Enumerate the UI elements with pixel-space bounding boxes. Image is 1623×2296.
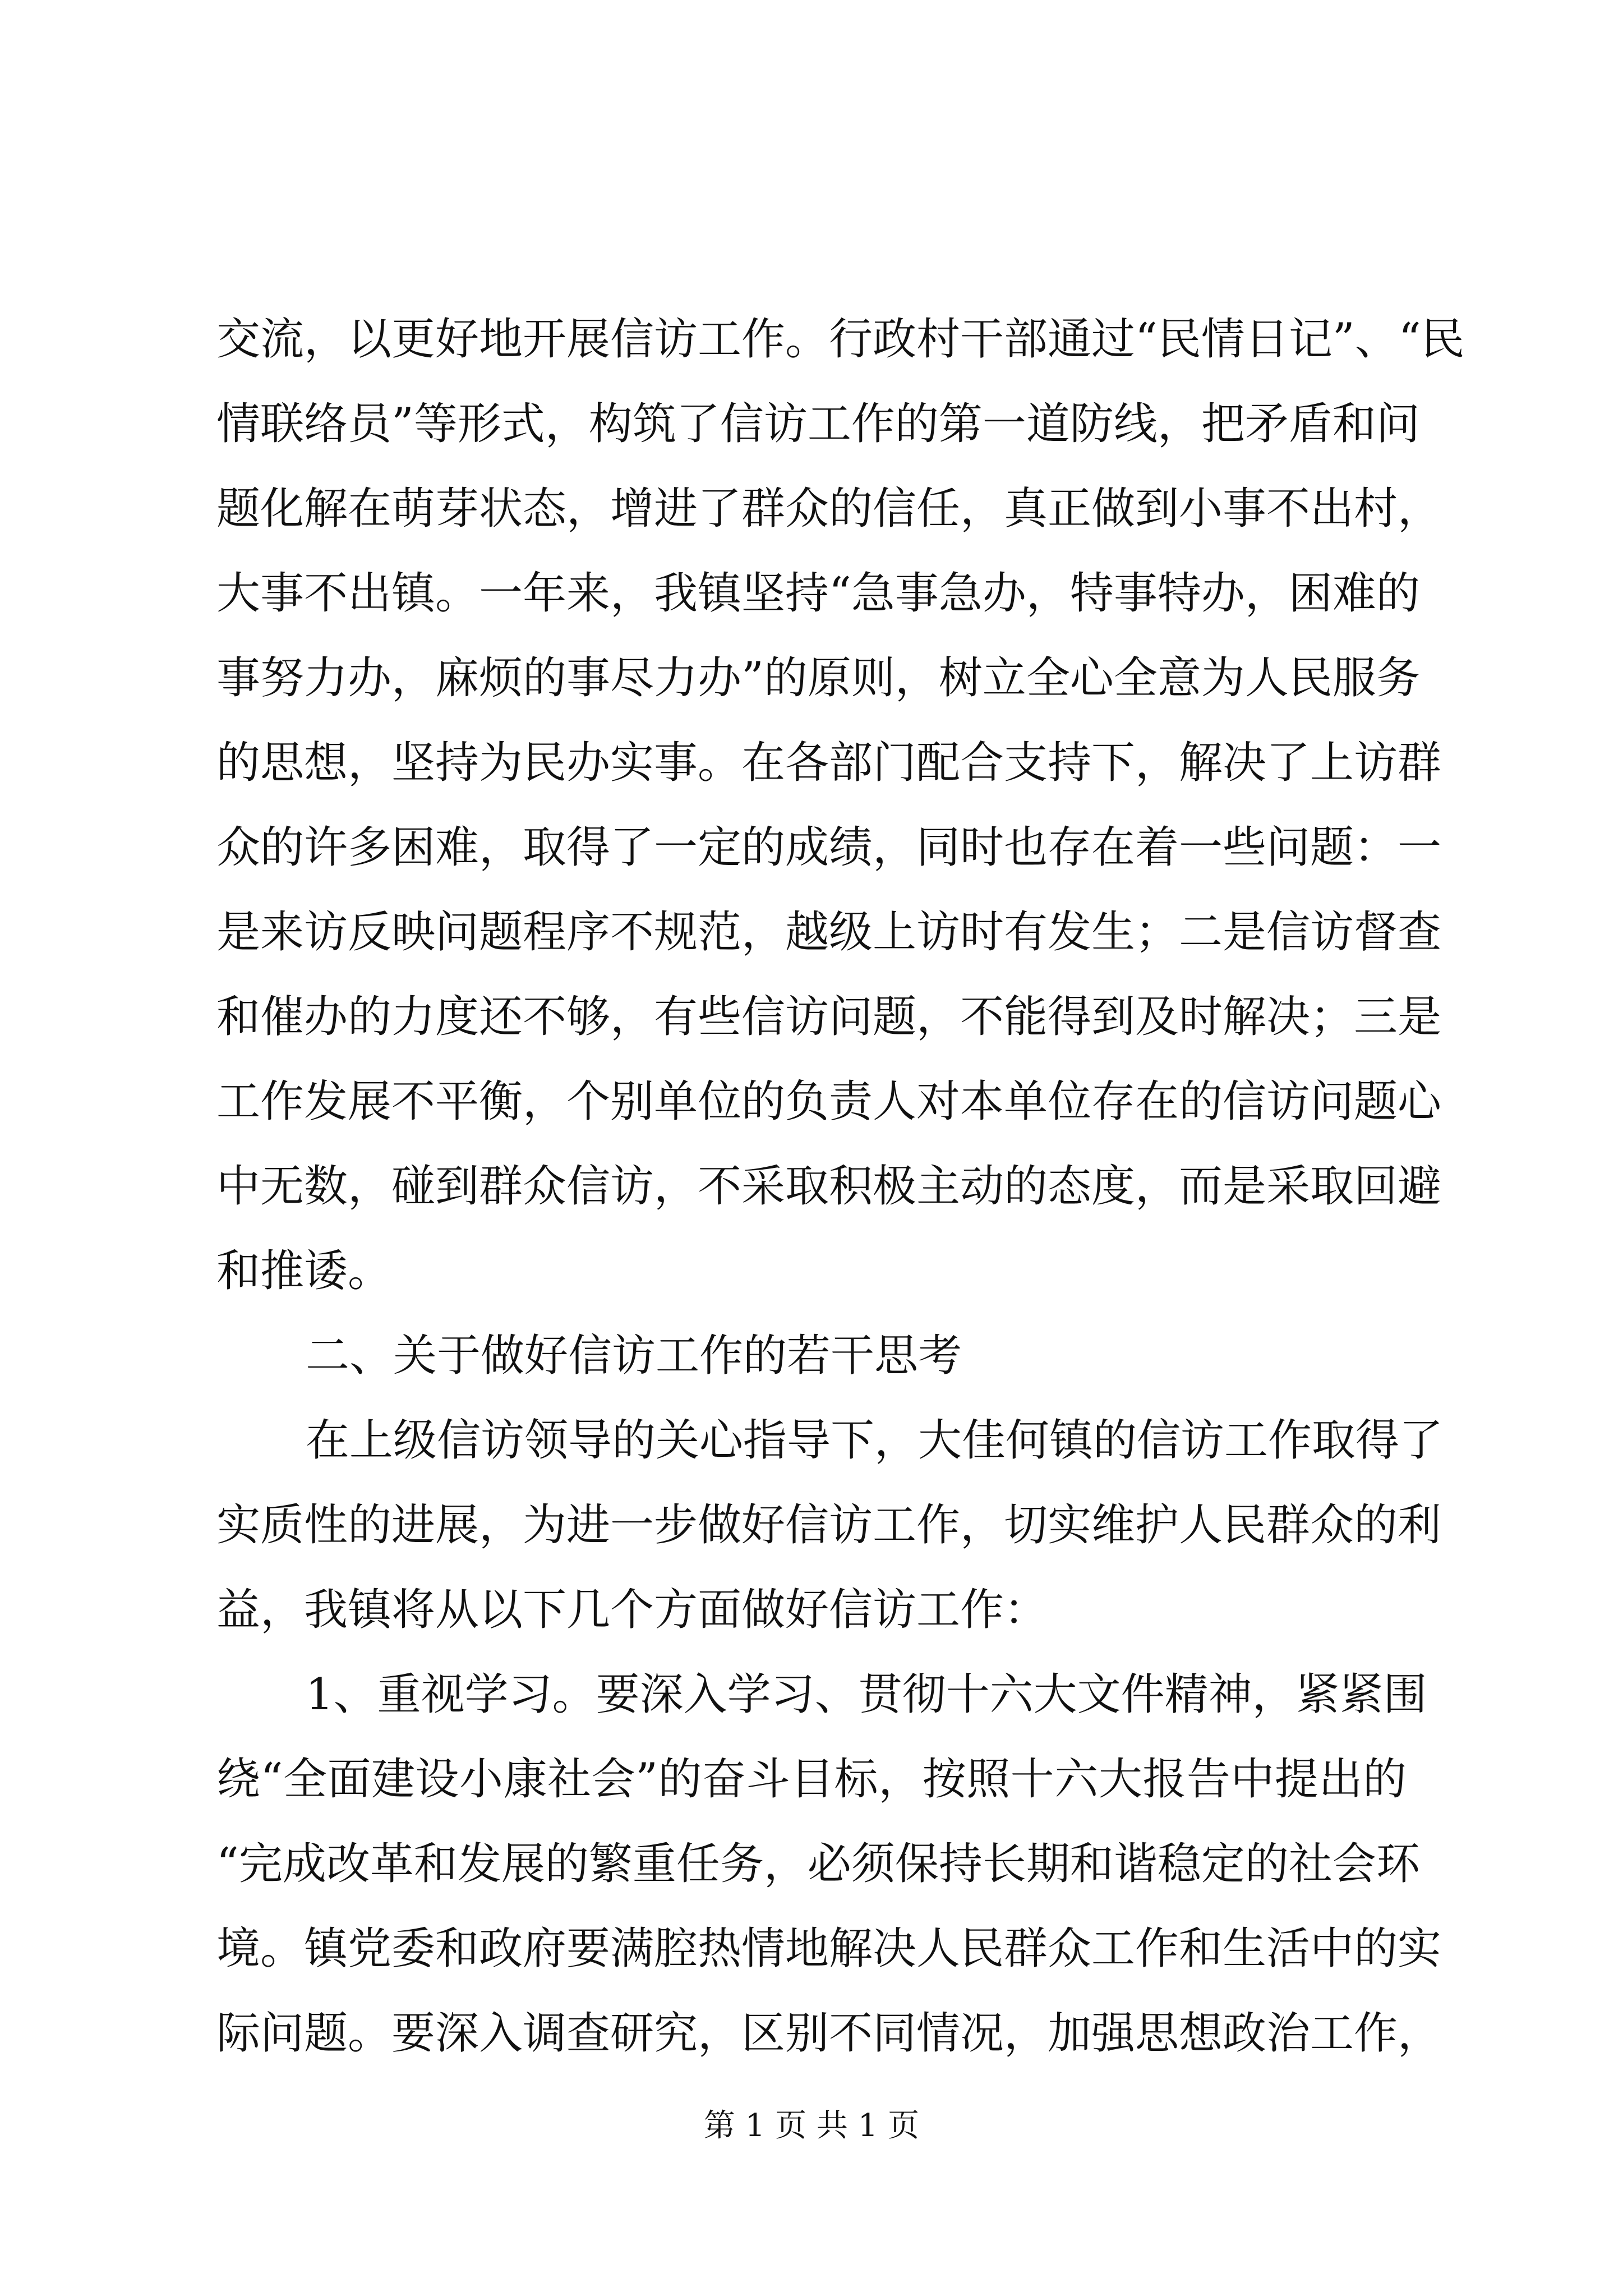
text-line: 众的许多困难，取得了一定的成绩，同时也存在着一些问题：一 [216,822,1442,873]
text-line: 和推诿。 [216,1246,392,1296]
text-line: 事努力办，麻烦的事尽力办”的原则，树立全心全意为人民服务 [216,653,1420,703]
text-line: 题化解在萌芽状态，增进了群众的信任，真正做到小事不出村， [216,484,1442,534]
text-line: 工作发展不平衡，个别单位的负责人对本单位存在的信访问题心 [216,1076,1442,1127]
text-line: 情联络员”等形式，构筑了信访工作的第一道防线，把矛盾和问 [216,399,1420,449]
text-line: 益，我镇将从以下几个方面做好信访工作： [216,1585,1048,1635]
text-line: 中无数，碰到群众信访，不采取积极主动的态度，而是采取回避 [216,1161,1442,1212]
text-line: “完成改革和发展的繁重任务，必须保持长期和谐稳定的社会环 [216,1839,1420,1889]
text-line: 是来访反映问题程序不规范，越级上访时有发生；二是信访督查 [216,907,1442,958]
text-line: 实质性的进展，为进一步做好信访工作，切实维护人民群众的利 [216,1500,1442,1550]
text-line: 和催办的力度还不够，有些信访问题，不能得到及时解决；三是 [216,992,1442,1042]
text-line: 交流，以更好地开展信访工作。行政村干部通过“民情日记”、“民 [216,314,1465,365]
text-line: 大事不出镇。一年来，我镇坚持“急事急办，特事特办，困难的 [216,568,1420,619]
page-footer: 第 1 页 共 1 页 [703,2108,920,2144]
text-line: 的思想，坚持为民办实事。在各部门配合支持下，解决了上访群 [216,738,1442,788]
text-line: 际问题。要深入调查研究，区别不同情况，加强思想政治工作， [216,2008,1442,2059]
text-line: 绕“全面建设小康社会”的奋斗目标，按照十六大报告中提出的 [216,1754,1407,1805]
text-line: 境。镇党委和政府要满腔热情地解决人民群众工作和生活中的实 [216,1924,1442,1974]
text-line: 在上级信访领导的关心指导下，大佳何镇的信访工作取得了 [306,1415,1444,1466]
text-line: 1、重视学习。要深入学习、贯彻十六大文件精神，紧紧围 [306,1669,1427,1720]
section-heading: 二、关于做好信访工作的若干思考 [306,1331,962,1381]
